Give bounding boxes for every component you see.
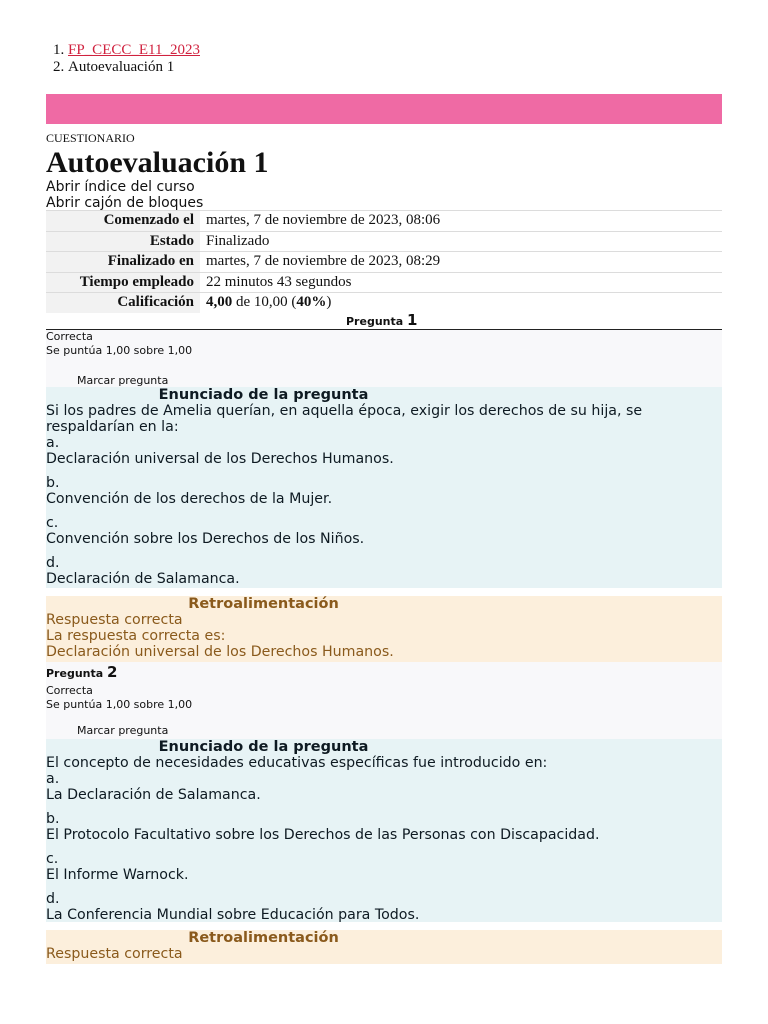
summary-value: martes, 7 de noviembre de 2023, 08:06 — [200, 211, 722, 232]
question-2-header — [46, 662, 722, 684]
feedback-result: Respuesta correcta — [46, 946, 183, 962]
breadcrumb — [46, 42, 200, 76]
answer-option-b[interactable] — [46, 811, 722, 843]
option-text: Convención de los derechos de la Mujer. — [46, 491, 333, 507]
flag-question-button[interactable]: Marcar pregunta — [77, 724, 169, 737]
open-block-drawer-button[interactable]: Abrir cajón de bloques — [46, 195, 204, 211]
feedback-result: Respuesta correcta — [46, 612, 183, 628]
feedback-heading: Retroalimentación — [188, 596, 339, 612]
flag-question-button[interactable]: Marcar pregunta — [77, 374, 169, 387]
answer-option-d[interactable] — [46, 891, 722, 923]
feedback-heading: Retroalimentación — [188, 930, 339, 946]
question-text: El concepto de necesidades educativas específicas fue introducido en: — [46, 755, 548, 771]
question-1-header — [346, 311, 417, 329]
summary-value: martes, 7 de noviembre de 2023, 08:29 — [200, 252, 722, 273]
question-number: 1 — [407, 311, 418, 329]
option-text: Declaración de Salamanca. — [46, 571, 240, 587]
attempt-summary-table — [46, 210, 722, 313]
accent-bar — [46, 94, 722, 124]
option-text: La Declaración de Salamanca. — [46, 787, 261, 803]
grade-mid: de 10,00 ( — [232, 294, 297, 311]
grade-label: Calificación — [46, 293, 200, 313]
question-text: Si los padres de Amelia querían, en aquella época, exigir los derechos de su hija, se respaldarían en la: — [46, 403, 643, 435]
question-state: Correcta — [46, 330, 93, 343]
option-text: Convención sobre los Derechos de los Niños. — [46, 531, 365, 547]
breadcrumb-item-current: 2. Autoevaluación 1 — [68, 59, 200, 76]
summary-label: Estado — [46, 231, 200, 252]
breadcrumb-link-course[interactable]: FP_CECC_E11_2023 — [68, 42, 200, 58]
option-letter: d. — [46, 891, 60, 907]
summary-row — [46, 211, 722, 232]
question-points: Se puntúa 1,00 sobre 1,00 — [46, 698, 193, 711]
question-2-feedback — [46, 930, 722, 964]
option-text: La Conferencia Mundial sobre Educación para Todos. — [46, 907, 420, 923]
page-title: Autoevaluación 1 — [46, 146, 269, 179]
question-number: 2 — [107, 663, 118, 681]
feedback-answer: Declaración universal de los Derechos Humanos. — [46, 644, 394, 660]
question-2-info — [46, 662, 722, 739]
summary-value: Finalizado — [200, 231, 722, 252]
answer-option-b[interactable] — [46, 475, 722, 507]
option-text: Declaración universal de los Derechos Humanos. — [46, 451, 394, 467]
summary-label: Comenzado el — [46, 211, 200, 232]
summary-row — [46, 252, 722, 273]
answer-option-a[interactable] — [46, 771, 722, 803]
option-letter: c. — [46, 515, 59, 531]
option-letter: a. — [46, 435, 60, 451]
grade-score: 4,00 — [206, 294, 233, 311]
grade-percent: 40% — [296, 294, 327, 311]
open-course-index-button[interactable]: Abrir índice del curso — [46, 179, 195, 195]
summary-row — [46, 231, 722, 252]
activity-kicker: CUESTIONARIO — [46, 131, 135, 145]
summary-value: 22 minutos 43 segundos — [200, 272, 722, 293]
option-letter: c. — [46, 851, 59, 867]
grade-end: ) — [326, 294, 332, 311]
answer-option-c[interactable] — [46, 515, 722, 547]
option-letter: a. — [46, 771, 60, 787]
option-letter: b. — [46, 475, 60, 491]
option-text: El Protocolo Facultativo sobre los Derechos de las Personas con Discapacidad. — [46, 827, 600, 843]
question-heading: Enunciado de la pregunta — [158, 387, 369, 403]
question-state: Correcta — [46, 684, 93, 697]
question-label: Pregunta — [346, 315, 404, 328]
question-1-content — [46, 387, 722, 588]
question-1-info — [46, 330, 722, 387]
grade-value — [200, 293, 722, 313]
answer-option-c[interactable] — [46, 851, 722, 883]
feedback-answer-intro: La respuesta correcta es: — [46, 628, 226, 644]
summary-label: Tiempo empleado — [46, 272, 200, 293]
question-points: Se puntúa 1,00 sobre 1,00 — [46, 344, 193, 357]
option-letter: b. — [46, 811, 60, 827]
question-heading: Enunciado de la pregunta — [158, 739, 369, 755]
answer-option-a[interactable] — [46, 435, 722, 467]
option-text: El Informe Warnock. — [46, 867, 189, 883]
question-2-content — [46, 739, 722, 922]
summary-label: Finalizado en — [46, 252, 200, 273]
question-label: Pregunta — [46, 667, 104, 680]
summary-row — [46, 272, 722, 293]
question-1-feedback — [46, 596, 722, 662]
summary-row-grade — [46, 293, 722, 313]
breadcrumb-item-course[interactable] — [68, 42, 200, 59]
option-letter: d. — [46, 555, 60, 571]
answer-option-d[interactable] — [46, 555, 722, 587]
